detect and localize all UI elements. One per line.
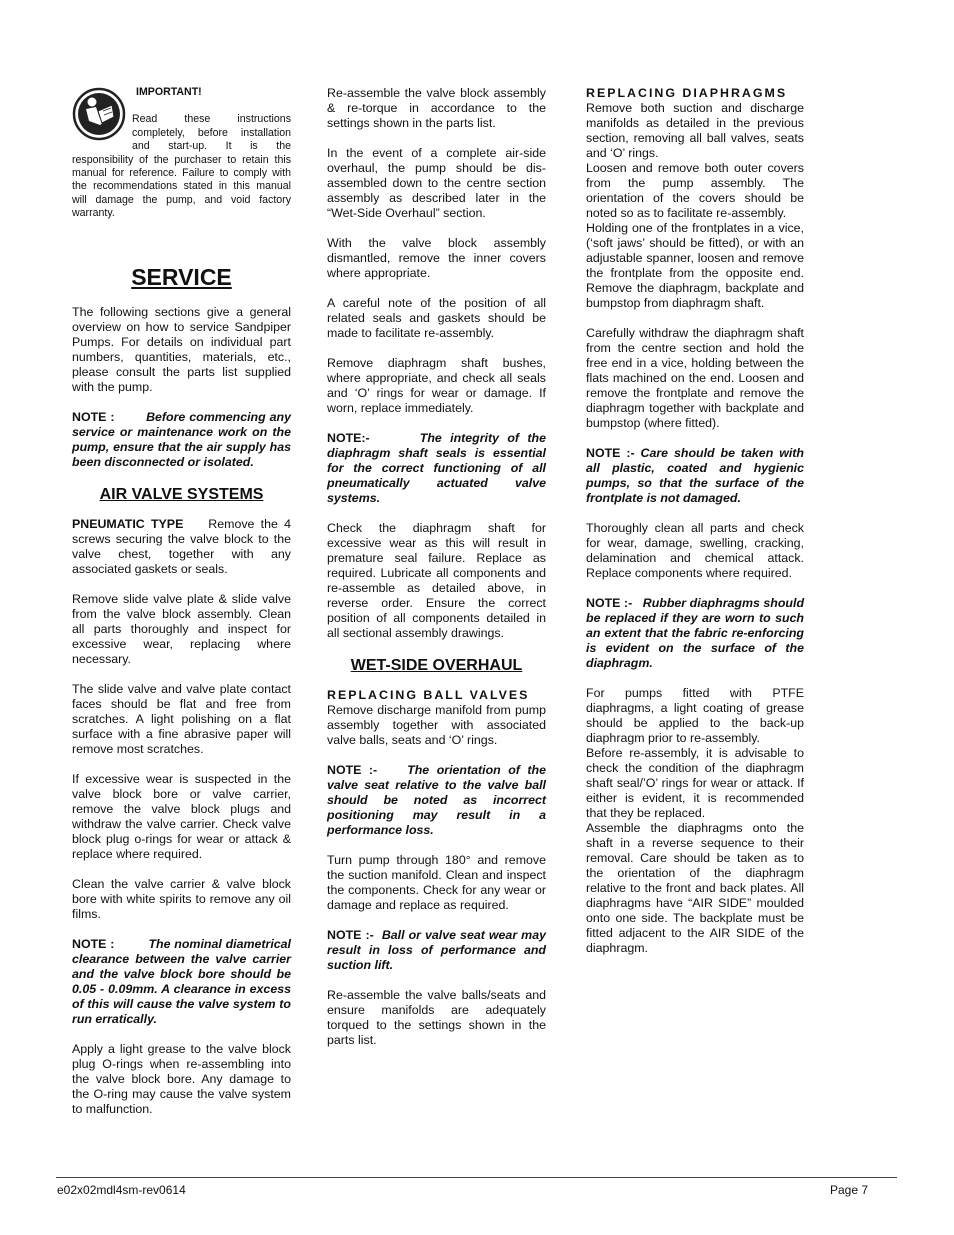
service-heading: SERVICE xyxy=(131,263,232,290)
seals-gaskets-paragraph: A careful note of the position of all related seals and gaskets should be made to facilitate re-assembly. xyxy=(327,296,546,340)
column-left xyxy=(72,86,291,1132)
inner-covers-paragraph: With the valve block assembly dismantled, remove the inner covers where appropriate. xyxy=(327,236,546,280)
read-manual-icon xyxy=(72,87,126,141)
ptfe-paragraph: For pumps fitted with PTFE diaphragms, a light coating of grease should be applied to the back-up diaphragm prior to re-assembly. xyxy=(586,686,804,745)
footer-page-number: Page 7 xyxy=(830,1183,869,1197)
diaphragms-label-paragraph: REPLACING DIAPHRAGMS Remove both suction and discharge manifolds as detailed in the previous section, removing all ball valves, seats and ‘O’ rings. xyxy=(586,86,804,160)
important-text: Read these instructions completely, before installation and start-up. It is the responsibility of the purchaser to retain this manual for reference. Failure to comply with the recommendations stated in this manual will damage the pump, and void factory warranty. xyxy=(72,113,291,220)
clean-parts-paragraph: Thoroughly clean all parts and check for wear, damage, swelling, cracking, delamination and chemical attack. Replace components where required. xyxy=(586,521,804,580)
air-valve-heading: AIR VALVE SYSTEMS xyxy=(99,485,264,503)
frontplate-care-note: NOTE :- Care should be taken with all plastic, coated and hygienic pumps, so that the surface of the frontplate is not damaged. xyxy=(586,446,804,505)
check-shaft-paragraph: Check the diaphragm shaft for excessive wear as this will result in premature seal failure. Replace as required. Lubricate all components and re-assemble as detailed above, in reverse order. Ensure the correct position of all components detailed in all sectional assembly drawings. xyxy=(327,521,546,640)
service-intro: The following sections give a general overview on how to service Sandpiper Pumps. For details on individual part numbers, quantities, materials, etc., please consult the parts list supplied with the pump. xyxy=(72,304,291,394)
excessive-wear-paragraph: If excessive wear is suspected in the valve block bore or valve carrier, remove the valve block plugs and withdraw the valve carrier. Check valve block plug o-rings for wear or attack & replace where required. xyxy=(72,771,291,861)
pneumatic-type-paragraph: PNEUMATIC TYPE Remove the 4 screws securing the valve block to the valve chest, together with any associated gaskets or seals. xyxy=(72,516,292,576)
wet-side-heading: WET-SIDE OVERHAUL xyxy=(350,657,523,674)
footer-doc-id: e02x02mdl4sm-rev0614 xyxy=(57,1183,186,1197)
important-title: IMPORTANT! xyxy=(136,86,202,98)
clean-carrier-paragraph: Clean the valve carrier & valve block bore with white spirits to remove any oil films. xyxy=(72,876,291,921)
column-right xyxy=(586,86,804,956)
grease-paragraph: Apply a light grease to the valve block plug O-rings when re-assembling into the valve block bore. Any damage to the O-ring may cause the valve system to malfunction. xyxy=(72,1041,291,1116)
rubber-diaphragms-note: NOTE :- Rubber diaphragms should be replaced if they are worn to such an extent that the fabric re-enforcing is evident on the surface of the diaphragm. xyxy=(586,596,805,670)
shaft-bushes-paragraph: Remove diaphragm shaft bushes, where appropriate, and check all seals and ‘O’ rings for wear or damage. If worn, replace immediately. xyxy=(327,356,546,415)
footer-divider xyxy=(56,1177,897,1178)
withdraw-shaft-paragraph: Carefully withdraw the diaphragm shaft from the centre section and hold the free end in a vice, holding between the flats machined on the end. Loosen and remove the frontplate and remove the diaphragm together with backplate and bumpstop (where fitted). xyxy=(586,326,804,430)
air-side-overhaul-paragraph: In the event of a complete air-side overhaul, the pump should be dis-assembled down to the centre section assembly as described later in the “Wet-Side Overhaul” section. xyxy=(327,146,546,220)
before-reassembly-paragraph: Before re-assembly, it is advisable to check the condition of the diaphragm shaft seal/’O’ rings for wear or attack. If either is evident, it is recommended that they be replaced. xyxy=(586,746,804,820)
contact-faces-paragraph: The slide valve and valve plate contact faces should be flat and free from scratches. A light polishing on a flat surface with a fine abrasive paper will remove most scratches. xyxy=(72,681,291,756)
slide-valve-paragraph: Remove slide valve plate & slide valve from the valve block assembly. Clean all parts thoroughly and inspect for excessive wear, replacing where necessary. xyxy=(72,591,291,666)
suction-manifold-paragraph: Turn pump through 180° and remove the suction manifold. Clean and inspect the components. Check for any wear or damage and replace as required. xyxy=(327,853,546,912)
outer-covers-paragraph: Loosen and remove both outer covers from the pump assembly. The orientation of the covers should be noted so as to facilitate re-assembly. xyxy=(586,161,804,220)
ball-valves-paragraph: REPLACING BALL VALVES Remove discharge manifold from pump assembly together with associated valve balls, seats and ‘O’ rings. xyxy=(327,688,546,747)
important-notice xyxy=(72,86,291,221)
seat-wear-note: NOTE :- Ball or valve seat wear may result in loss of performance and suction lift. xyxy=(327,928,546,972)
service-note: NOTE : Before commencing any service or maintenance work on the pump, ensure that the air supply has been disconnected or isolated. xyxy=(72,409,291,469)
clearance-note: NOTE : The nominal diametrical clearance between the valve carrier and the valve block bore should be 0.05 - 0.09mm. A clearance in excess of this will cause the valve system to run erratically. xyxy=(72,936,292,1026)
valve-seat-note: NOTE :- The orientation of the valve seat relative to the valve ball should be noted as incorrect positioning may result in a performance loss. xyxy=(327,763,546,837)
column-middle xyxy=(327,86,546,1063)
reassemble-balls-paragraph: Re-assemble the valve balls/seats and ensure manifolds are adequately torqued to the settings shown in the parts list. xyxy=(327,988,546,1047)
frontplates-paragraph: Holding one of the frontplates in a vice, (‘soft jaws’ should be fitted), or with an adjustable spanner, loosen and remove the frontplate from the opposite end. Remove the diaphragm, backplate and bumpstop from diaphragm shaft. xyxy=(586,221,804,310)
shaft-seals-note: NOTE:- The integrity of the diaphragm shaft seals is essential for the correct functioning of all pneumatically actuated valve systems. xyxy=(327,431,546,505)
reassemble-valve-block-paragraph: Re-assemble the valve block assembly & re-torque in accordance to the settings shown in the parts list. xyxy=(327,86,546,130)
assemble-diaphragms-paragraph: Assemble the diaphragms onto the shaft in a reverse sequence to their removal. Care should be taken as to the orientation of the diaphragm relative to the front and back plates. All diaphragms have “AIR SIDE” moulded onto one side. The backplate must be fitted adjacent to the AIR SIDE of the diaphragm. xyxy=(586,821,804,955)
